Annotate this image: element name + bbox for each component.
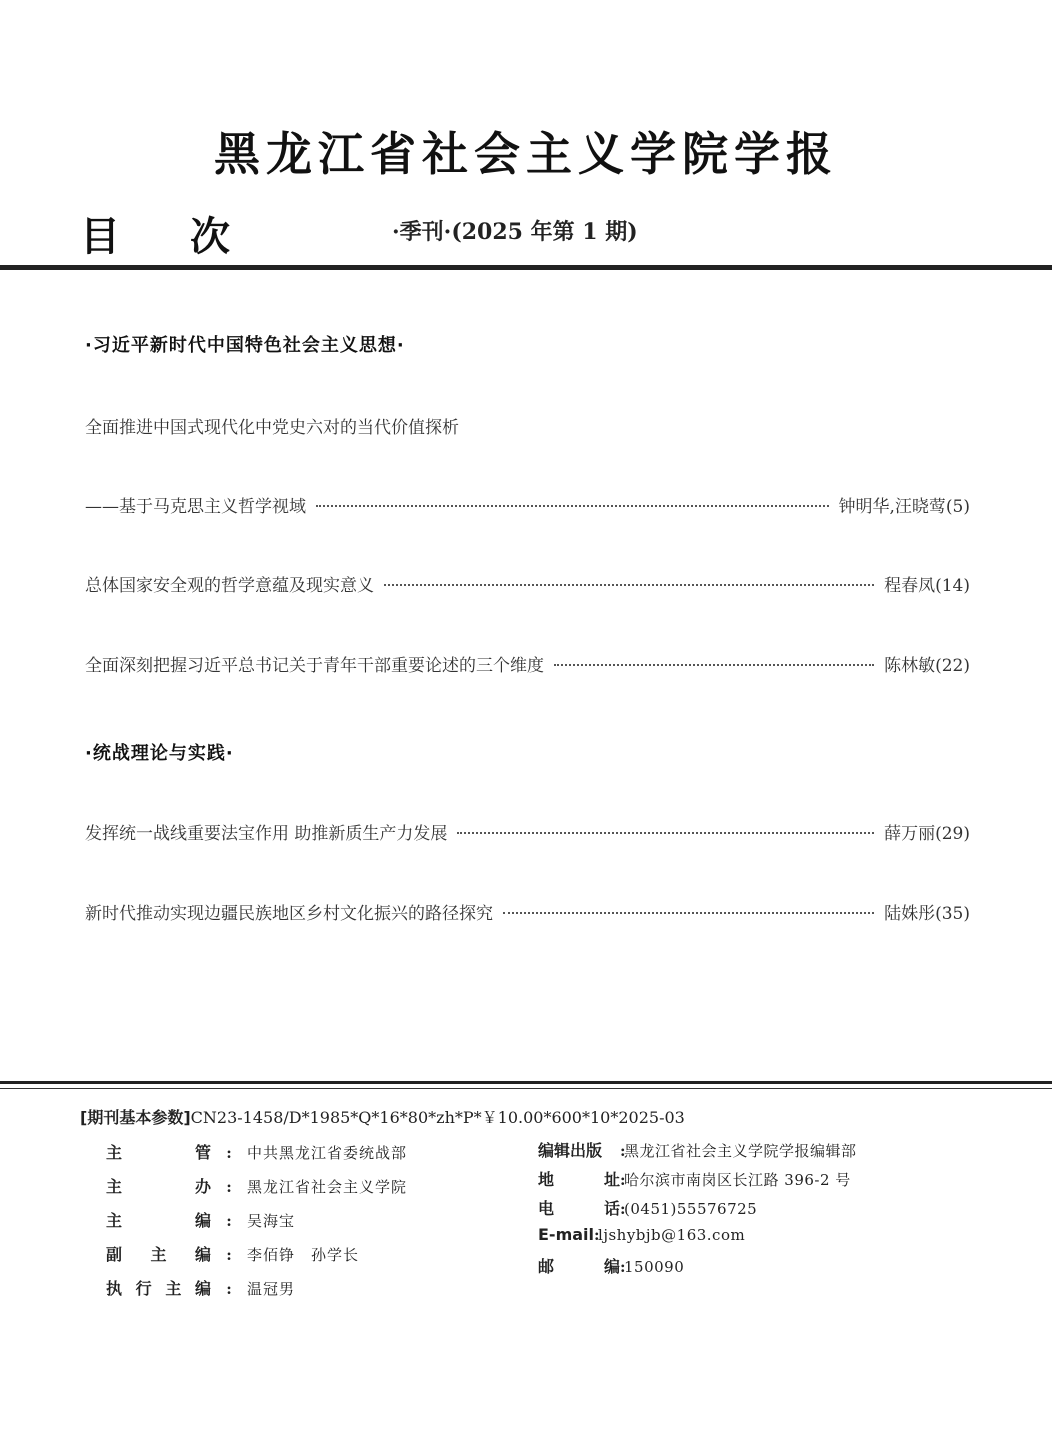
masthead-value: 李佰铮 孙学长 xyxy=(247,1246,360,1264)
masthead-value: 中共黑龙江省委统战部 xyxy=(247,1144,408,1162)
journal-params xyxy=(80,1105,685,1128)
label-char: 副 xyxy=(106,1245,123,1264)
toc-entry-title-text: 全面深刻把握习近平总书记关于青年干部重要论述的三个维度 xyxy=(85,656,544,676)
masthead-colon: : xyxy=(226,1212,232,1230)
masthead-row-address xyxy=(538,1167,857,1196)
masthead-row-sponsor xyxy=(106,1174,407,1208)
label-char: 管 xyxy=(194,1143,211,1162)
masthead-value: 哈尔滨市南岗区长江路 396-2 号 xyxy=(624,1171,851,1189)
toc-entry-title-text: 发挥统一战线重要法宝作用 助推新质生产力发展 xyxy=(85,824,448,844)
masthead-label xyxy=(538,1254,620,1277)
label-char: 主 xyxy=(165,1279,182,1298)
masthead-colon: : xyxy=(226,1280,232,1298)
label-char: 主 xyxy=(106,1211,123,1230)
toc-leader-dots xyxy=(554,664,874,666)
toc-entry[interactable] xyxy=(85,822,970,846)
label-char: 执 xyxy=(106,1279,123,1298)
masthead-colon: : xyxy=(226,1246,232,1264)
masthead-label xyxy=(106,1140,211,1163)
toc-leader-dots xyxy=(384,584,874,586)
masthead-colon: : xyxy=(620,1171,626,1189)
masthead-colon: : xyxy=(594,1226,600,1244)
label-char: 编 xyxy=(603,1257,620,1276)
masthead-row-supervisor xyxy=(106,1140,407,1174)
label-char: 主 xyxy=(106,1177,123,1196)
masthead-value: 黑龙江省社会主义学院学报编辑部 xyxy=(624,1142,857,1160)
toc-entry-page: (22) xyxy=(935,656,970,676)
contents-heading xyxy=(80,205,230,262)
toc-entry[interactable] xyxy=(85,574,970,598)
masthead-label xyxy=(538,1225,594,1244)
masthead-row-email xyxy=(538,1225,857,1254)
toc-entry-subtitle: ——基于马克思主义哲学视域 xyxy=(85,497,306,517)
toc-leader-dots xyxy=(503,912,874,914)
header-divider xyxy=(0,265,1052,270)
label-char: 编辑出版 xyxy=(538,1141,603,1160)
label-char: 主 xyxy=(106,1143,123,1162)
masthead-label xyxy=(538,1196,620,1219)
toc-entry-author: 薛万丽 xyxy=(884,824,936,844)
masthead-colon: : xyxy=(226,1178,232,1196)
toc-leader-dots xyxy=(316,505,829,507)
label-char: 邮 xyxy=(538,1257,555,1276)
label-char: 行 xyxy=(135,1279,152,1298)
contents-heading-char: 目 xyxy=(80,214,120,260)
toc-entry-title-text: 全面推进中国式现代化中党史六对的当代价值探析 xyxy=(85,418,459,438)
toc-entry-page: (14) xyxy=(935,576,970,596)
footer-divider-thin xyxy=(0,1088,1052,1089)
masthead-label xyxy=(106,1242,211,1265)
masthead-row-executive-editor xyxy=(106,1276,407,1310)
masthead-colon: : xyxy=(620,1200,626,1218)
toc-entry-title-text: 新时代推动实现边疆民族地区乡村文化振兴的路径探究 xyxy=(85,904,493,924)
masthead-colon: : xyxy=(226,1144,232,1162)
section-title: ·习近平新时代中国特色社会主义思想· xyxy=(85,335,405,356)
masthead-email[interactable]: ljshybjb@163.com xyxy=(598,1226,746,1244)
toc-entry-page: (35) xyxy=(935,904,970,924)
masthead-right xyxy=(538,1138,857,1283)
journal-title: 黑龙江省社会主义学院学报 xyxy=(214,127,838,181)
label-char: 编 xyxy=(194,1211,211,1230)
masthead-colon: : xyxy=(620,1142,626,1160)
masthead-row-editor xyxy=(106,1208,407,1242)
toc-entry-title[interactable] xyxy=(85,416,970,440)
toc-entry[interactable] xyxy=(85,495,970,519)
label-char: 主 xyxy=(150,1245,167,1264)
section-title: ·统战理论与实践· xyxy=(85,743,234,764)
journal-params-label: [期刊基本参数] xyxy=(80,1108,191,1127)
masthead-value: 吴海宝 xyxy=(247,1212,296,1230)
masthead-label xyxy=(106,1174,211,1197)
masthead-value: 黑龙江省社会主义学院 xyxy=(247,1178,408,1196)
toc-leader-dots xyxy=(457,832,874,834)
label-char: E-mail xyxy=(538,1225,595,1244)
masthead-value: (0451)55576725 xyxy=(624,1200,758,1218)
label-char: 编 xyxy=(194,1245,211,1264)
masthead-label xyxy=(538,1167,620,1190)
toc-entry[interactable] xyxy=(85,654,970,678)
masthead-colon: : xyxy=(620,1258,626,1276)
masthead-row-phone xyxy=(538,1196,857,1225)
toc-entry-author: 钟明华,汪晓莺 xyxy=(838,497,946,517)
toc-entry-author: 陈林敏 xyxy=(884,656,936,676)
label-char: 地 xyxy=(538,1170,555,1189)
label-char: 址 xyxy=(603,1170,620,1189)
masthead-row-publisher xyxy=(538,1138,857,1167)
issue-info: ·季刊·(2025 年第 1 期) xyxy=(392,219,638,245)
masthead-row-postcode xyxy=(538,1254,857,1283)
toc-entry-page: (5) xyxy=(945,497,970,517)
masthead-label xyxy=(538,1138,620,1161)
label-char: 电 xyxy=(538,1199,555,1218)
toc-entry-page: (29) xyxy=(935,824,970,844)
masthead-left xyxy=(106,1140,407,1310)
label-char: 办 xyxy=(194,1177,211,1196)
toc-entry[interactable] xyxy=(85,902,970,926)
toc-entry-author: 程春凤 xyxy=(884,576,936,596)
contents-heading-char: 次 xyxy=(190,214,230,260)
toc-entry-title-text: 总体国家安全观的哲学意蕴及现实意义 xyxy=(85,576,374,596)
masthead-value: 150090 xyxy=(624,1258,685,1276)
masthead-row-deputy-editor xyxy=(106,1242,407,1276)
masthead-value: 温冠男 xyxy=(247,1280,296,1298)
footer-divider xyxy=(0,1081,1052,1084)
label-char: 编 xyxy=(194,1279,211,1298)
toc-entry-author: 陆姝彤 xyxy=(884,904,936,924)
label-char: 话 xyxy=(603,1199,620,1218)
journal-params-value: CN23-1458/D*1985*Q*16*80*zh*P*￥10.00*600*10*2025-03 xyxy=(190,1108,685,1127)
masthead-label xyxy=(106,1208,211,1231)
masthead-label xyxy=(106,1276,211,1299)
